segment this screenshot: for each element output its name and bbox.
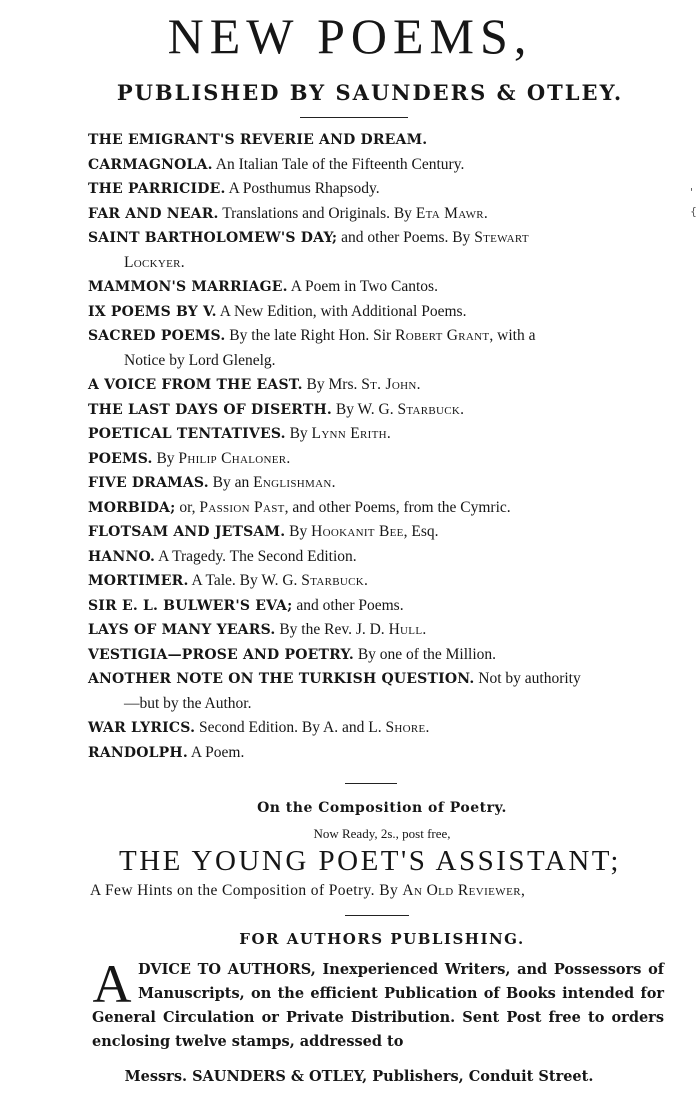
poem-detail: By W. G.	[331, 400, 398, 418]
poem-detail: St. John.	[361, 376, 421, 393]
publisher-address: Messrs. SAUNDERS & OTLEY, Publishers, Conduit Street.	[124, 1068, 594, 1085]
poem-detail: Englishman.	[253, 474, 336, 491]
poem-entry	[88, 741, 668, 766]
poem-title: POETICAL TENTATIVES.	[88, 426, 286, 442]
poem-detail: Lynn Erith.	[311, 425, 392, 442]
publisher-subtitle: PUBLISHED BY SAUNDERS & OTLEY.	[116, 80, 624, 105]
poem-detail: Shore.	[385, 719, 430, 736]
poem-title: THE LAST DAYS OF DISERTH.	[88, 401, 332, 418]
poem-detail: or,	[175, 498, 200, 516]
poem-title: SAINT BARTHOLOMEW'S DAY;	[88, 230, 338, 246]
poem-entry	[88, 716, 668, 741]
divider-rule	[345, 915, 409, 916]
composition-heading: On the Composition of Poetry.	[257, 800, 507, 816]
poem-detail: Second Edition. By A. and L.	[195, 719, 386, 736]
poem-title: SACRED POEMS.	[88, 328, 226, 344]
poem-title: FAR AND NEAR.	[88, 205, 219, 222]
book-title: THE YOUNG POET'S ASSISTANT;	[119, 845, 621, 877]
poem-detail: An Italian Tale of the Fifteenth Century.	[212, 155, 465, 173]
poem-title: MORTIMER.	[88, 573, 189, 589]
poem-detail: By	[152, 449, 179, 467]
poem-detail: Starbuck.	[397, 400, 465, 418]
poem-detail: By Mrs.	[302, 376, 362, 393]
poem-entry	[88, 226, 668, 275]
poem-entry	[88, 545, 668, 570]
poem-detail: Not by authority	[474, 670, 581, 687]
poem-title: ANOTHER NOTE ON THE TURKISH QUESTION.	[88, 671, 475, 687]
price-line: Now Ready, 2s., post free,	[313, 826, 451, 841]
poem-entry	[88, 447, 668, 472]
advice-paragraph	[92, 954, 664, 1054]
poem-title: SIR E. L. BULWER'S EVA;	[88, 597, 293, 614]
poem-entry	[88, 300, 668, 325]
book-subtitle-text: A Few Hints on the Composition of Poetry. By	[90, 882, 403, 899]
poem-entry	[88, 667, 668, 716]
edge-mark: {	[690, 205, 697, 218]
book-author: An Old Reviewer,	[402, 882, 526, 899]
poem-entry	[88, 202, 668, 227]
poem-detail-continued: Lockyer.	[124, 253, 185, 271]
poem-entry	[88, 398, 668, 423]
poem-detail: Eta Mawr.	[415, 204, 489, 222]
divider-rule	[345, 783, 397, 784]
poem-detail-continued: Notice by Lord Glenelg.	[124, 351, 276, 369]
poem-title: HANNO.	[88, 548, 156, 565]
poem-detail: By the late Right Hon. Sir	[225, 327, 396, 344]
poem-title: IX POEMS BY V.	[88, 303, 217, 320]
poem-entry	[88, 618, 668, 643]
page-title: NEW POEMS,	[167, 8, 533, 64]
poem-entry	[88, 153, 668, 178]
poem-detail: Starbuck.	[301, 572, 369, 589]
poem-detail: , Esq.	[403, 523, 439, 540]
poem-title: MORBIDA;	[88, 499, 176, 516]
poem-entry	[88, 373, 668, 398]
poem-entry	[88, 471, 668, 496]
poem-title: MAMMON'S MARRIAGE.	[88, 279, 288, 295]
poem-detail: , and other Poems, from the Cymric.	[284, 498, 511, 516]
poem-detail: , with a	[489, 327, 536, 344]
poem-title: A VOICE FROM THE EAST.	[88, 377, 303, 393]
poem-detail-continued: —but by the Author.	[124, 694, 252, 712]
poem-title: VESTIGIA—PROSE AND POETRY.	[88, 646, 354, 663]
poem-detail: and other Poems. By	[337, 229, 475, 246]
poem-detail: Translations and Originals. By	[218, 204, 416, 222]
poem-title: CARMAGNOLA.	[88, 156, 213, 173]
poem-detail: By an	[208, 474, 254, 491]
poem-detail: By	[285, 425, 312, 442]
poem-entry	[88, 520, 668, 545]
poem-detail: By one of the Million.	[353, 645, 497, 663]
poem-detail: A Tragedy. The Second Edition.	[155, 547, 357, 565]
edge-mark: '	[690, 186, 694, 199]
poem-detail: Passion Past	[199, 498, 285, 516]
poem-detail: Hull.	[388, 621, 427, 638]
poem-title: FLOTSAM AND JETSAM.	[88, 524, 286, 540]
advice-body: DVICE TO AUTHORS, Inexperienced Writers, and Possessors of Manuscripts, on the efficient Publication of Books intended for General Circulation or Private Distribution. Sent Post free to orders enclosing twelve stamps, addressed to	[92, 961, 664, 1050]
poem-title: FIVE DRAMAS.	[88, 475, 209, 491]
poem-title: LAYS OF MANY YEARS.	[88, 622, 276, 638]
poem-detail: By	[285, 523, 312, 540]
poem-detail: A Posthumus Rhapsody.	[225, 180, 380, 197]
poem-detail: A Tale. By W. G.	[188, 572, 302, 589]
poem-entry	[88, 128, 668, 153]
poem-detail: Philip Chaloner.	[178, 449, 291, 467]
drop-cap: A	[92, 954, 132, 1014]
poem-detail: By the Rev. J. D.	[275, 621, 389, 638]
poem-entry	[88, 594, 668, 619]
divider-rule	[300, 117, 408, 118]
poem-entry	[88, 422, 668, 447]
poem-title: WAR LYRICS.	[88, 720, 196, 736]
poem-entry	[88, 496, 668, 521]
advice-heading: FOR AUTHORS PUBLISHING.	[239, 930, 525, 948]
poem-detail: and other Poems.	[292, 596, 404, 614]
poem-title: RANDOLPH.	[88, 744, 188, 761]
poem-list	[88, 128, 668, 765]
book-subtitle	[90, 882, 525, 900]
poem-title: THE EMIGRANT'S REVERIE AND DREAM.	[88, 132, 428, 148]
poem-detail: A Poem in Two Cantos.	[287, 278, 438, 295]
poem-detail: A New Edition, with Additional Poems.	[216, 302, 467, 320]
poem-entry	[88, 275, 668, 300]
poem-detail: Robert Grant	[395, 327, 490, 344]
poem-title: THE PARRICIDE.	[88, 181, 226, 197]
poem-detail: Hookanit Bee	[311, 523, 404, 540]
poem-title: POEMS.	[88, 450, 153, 467]
poem-entry	[88, 177, 668, 202]
poem-detail: A Poem.	[187, 743, 245, 761]
poem-detail: Stewart	[474, 229, 529, 246]
poem-entry	[88, 569, 668, 594]
poem-entry	[88, 324, 668, 373]
poem-entry	[88, 643, 668, 668]
